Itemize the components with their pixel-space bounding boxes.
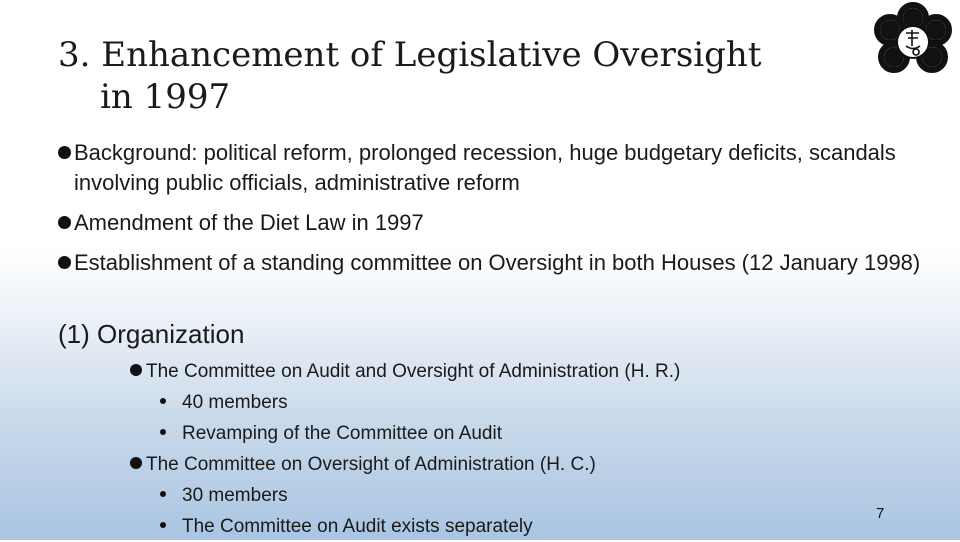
- committee-hc-item: [130, 511, 850, 542]
- committee-item-text: 30 members: [182, 485, 288, 506]
- bullet-establishment: [58, 248, 938, 278]
- bullet-text: Background: political reform, prolonged recession, huge budgetary deficits, scandals involving public officials, administrative reform: [74, 140, 896, 195]
- bullet-dot-icon: [58, 138, 74, 168]
- committee-hc: [130, 449, 850, 480]
- committee-item-text: The Committee on Audit exists separately: [182, 516, 533, 537]
- committee-hc-item: [130, 480, 850, 511]
- bullet-dot-icon: [58, 248, 74, 278]
- committee-list: [130, 356, 850, 542]
- sub-bullet-icon: [160, 387, 182, 418]
- committee-item-text: Revamping of the Committee on Audit: [182, 423, 503, 444]
- sub-bullet-icon: [160, 418, 182, 449]
- committee-name: The Committee on Audit and Oversight of Administration (H. R.): [146, 361, 681, 382]
- bullet-dot-icon: [130, 449, 146, 480]
- bullet-text: Establishment of a standing committee on Oversight in both Houses (12 January 1998): [74, 250, 921, 275]
- committee-hr-item: [130, 387, 850, 418]
- title-line-1: 3. Enhancement of Legislative Oversight: [58, 35, 762, 75]
- bullet-dot-icon: [58, 208, 74, 238]
- committee-item-text: 40 members: [182, 392, 288, 413]
- bullet-background: [58, 138, 938, 198]
- bullet-text: Amendment of the Diet Law in 1997: [74, 210, 424, 235]
- main-bullet-list: [58, 138, 938, 288]
- bullet-amendment: [58, 208, 938, 238]
- section-heading: (1) Organization: [58, 319, 245, 349]
- title-line-2: in 1997: [100, 77, 231, 117]
- sub-bullet-icon: [160, 511, 182, 542]
- bullet-dot-icon: [130, 356, 146, 387]
- page-number: 7: [876, 505, 885, 522]
- committee-hr: [130, 356, 850, 387]
- slide-title: [58, 34, 818, 118]
- sub-bullet-icon: [160, 480, 182, 511]
- flower-emblem-icon: [872, 2, 954, 84]
- committee-hr-item: [130, 418, 850, 449]
- committee-name: The Committee on Oversight of Administration (H. C.): [146, 454, 596, 475]
